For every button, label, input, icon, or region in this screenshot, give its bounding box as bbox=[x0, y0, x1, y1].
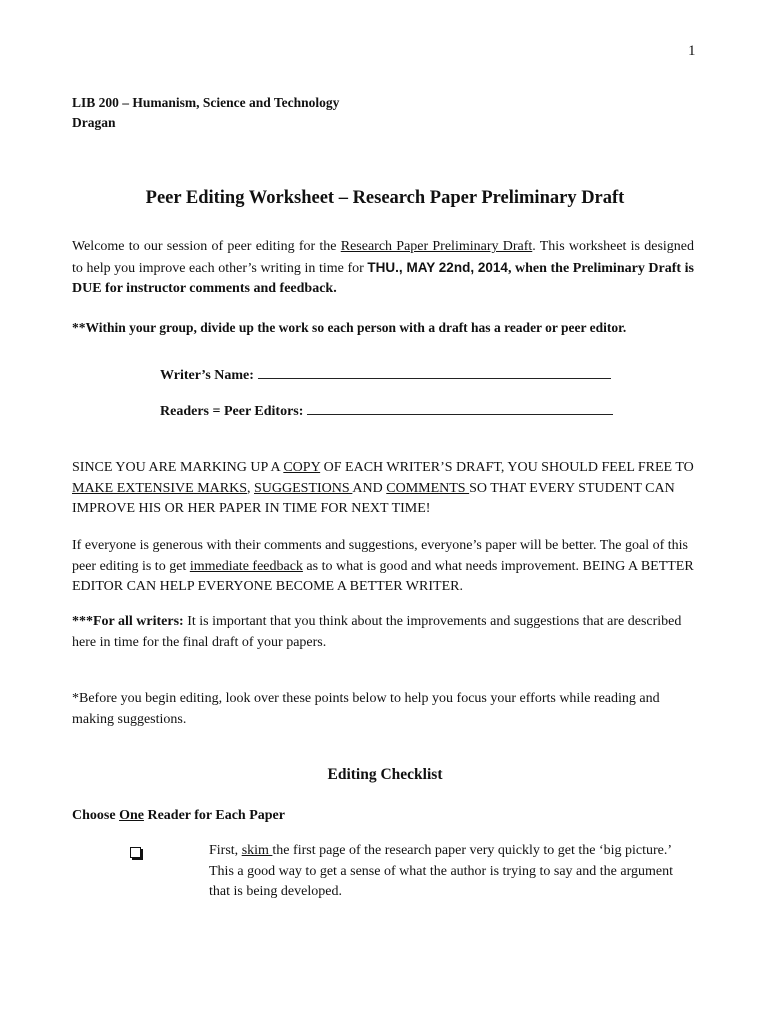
course-name: LIB 200 – Humanism, Science and Technology bbox=[72, 95, 340, 110]
suggestions-word: SUGGESTIONS bbox=[254, 480, 353, 496]
generous-text-b: as to what is good and what needs improvement. BEING A BETTER EDITOR CAN HELP EVERYONE BECOME A BETTER WRITER. bbox=[72, 558, 694, 594]
comments-word: COMMENTS bbox=[386, 480, 470, 496]
intro-paragraph bbox=[72, 237, 694, 300]
due-date: THU., MAY 22nd, 2014 bbox=[367, 259, 508, 275]
marking-text-c: , bbox=[247, 480, 254, 496]
all-writers-label: ***For all writers: bbox=[72, 614, 184, 629]
page-title: Peer Editing Worksheet – Research Paper Preliminary Draft bbox=[145, 188, 625, 208]
writer-name-line[interactable] bbox=[258, 364, 611, 379]
all-writers-text: It is important that you think about the improvements and suggestions that are described here in time for the final draft of your papers. bbox=[72, 614, 682, 650]
immediate-feedback: immediate feedback bbox=[189, 558, 303, 574]
choose-text-a: Choose bbox=[72, 808, 120, 823]
draft-reference: Research Paper Preliminary Draft bbox=[340, 239, 533, 254]
intro-text-3: , when the Preliminary Draft is DUE for instructor comments and feedback. bbox=[72, 260, 694, 296]
choose-reader-heading bbox=[72, 806, 694, 827]
all-writers-paragraph bbox=[72, 612, 694, 653]
checkbox-icon[interactable] bbox=[130, 847, 141, 858]
extensive-marks: MAKE EXTENSIVE MARKS bbox=[72, 480, 247, 496]
checklist-heading: Editing Checklist bbox=[327, 766, 443, 783]
page-number: 1 bbox=[688, 43, 696, 59]
choose-one-word: One bbox=[119, 808, 144, 823]
checklist-item-skim bbox=[209, 841, 694, 903]
document-header bbox=[72, 93, 339, 133]
intro-text-1: Welcome to our session of peer editing for the bbox=[72, 239, 341, 254]
marking-paragraph bbox=[72, 458, 694, 520]
readers-line[interactable] bbox=[307, 400, 613, 415]
writer-name-label: Writer’s Name: bbox=[160, 368, 254, 383]
instructor-name: Dragan bbox=[72, 115, 116, 130]
copy-word: COPY bbox=[283, 460, 321, 475]
marking-text-a: SINCE YOU ARE MARKING UP A bbox=[72, 460, 284, 475]
writer-name-field[interactable] bbox=[160, 364, 611, 384]
skim-word: skim bbox=[241, 843, 273, 858]
generous-paragraph bbox=[72, 536, 694, 598]
marking-text-b: OF EACH WRITER’S DRAFT, YOU SHOULD FEEL FREE TO bbox=[320, 460, 694, 475]
intro-text-2: . This worksheet is designed to help you improve each other’s writing in time for bbox=[72, 239, 694, 276]
generous-text-a: If everyone is generous with their comments and suggestions, everyone’s paper will be better. The goal of this peer editing is to get bbox=[72, 538, 688, 574]
marking-text-e: SO THAT EVERY STUDENT CAN IMPROVE HIS OR HER PAPER IN TIME FOR NEXT TIME! bbox=[72, 480, 675, 516]
readers-field[interactable] bbox=[160, 400, 613, 420]
before-editing-paragraph: *Before you begin editing, look over these points below to help you focus your efforts while reading and making suggestions. bbox=[72, 691, 660, 727]
item-text-b: the first page of the research paper very quickly to get the ‘big picture.’ This a good way to get a sense of what the author is trying to say and the argument that is being developed. bbox=[209, 843, 673, 899]
item-text-a: First, bbox=[209, 843, 242, 858]
choose-text-b: Reader for Each Paper bbox=[143, 808, 285, 823]
marking-text-d: AND bbox=[352, 480, 387, 496]
group-instruction: **Within your group, divide up the work so each person with a draft has a reader or peer editor. bbox=[72, 320, 627, 335]
readers-label: Readers = Peer Editors: bbox=[160, 404, 304, 419]
